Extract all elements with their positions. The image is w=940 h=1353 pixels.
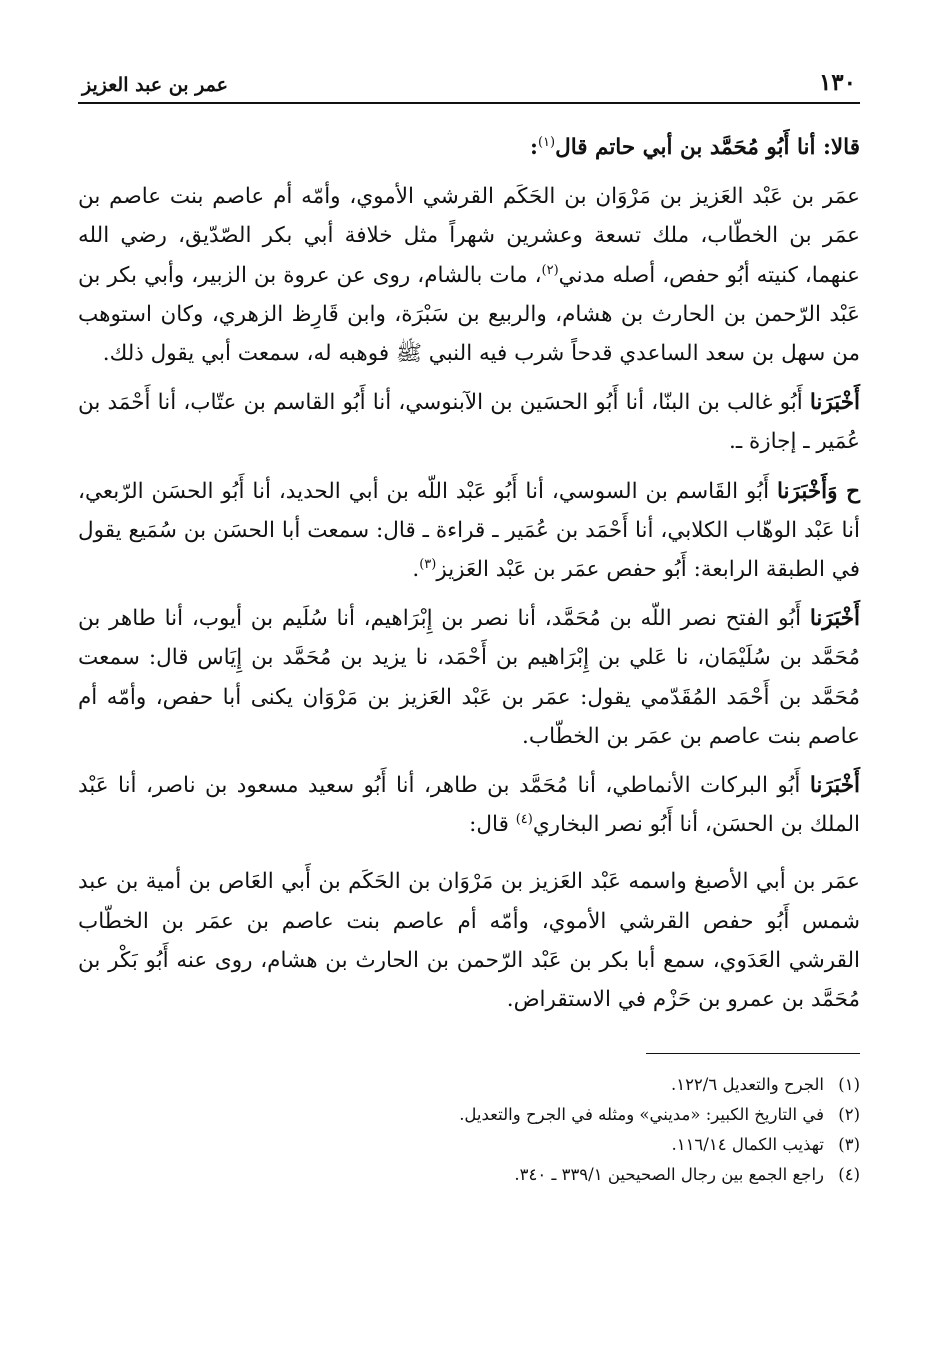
footnote-text: في التاريخ الكبير: «مديني» ومثله في الجرح والتعديل.: [459, 1105, 824, 1125]
footnote-number: (١): [838, 1075, 860, 1095]
footnote-ref: (٢): [541, 262, 559, 278]
keyword-akhbarana: أَخْبَرَنا: [809, 606, 860, 632]
paragraph-text: أَبُو القَاسم بن السوسي، أنا أَبُو عَبْد اللّه بن أبي الحديد، أنا أَبُو الحسَن الرّبعي، أنا عَبْد الوهّاب الكلابي، أنا أَحْمَد بن عُمَير ـ قراءة ـ قال: سمعت أبا الحسَن بن سُمَيع يقول في الطبقة الرابعة: أَبُو حفص عمَر بن عَبْد العَزيز: [78, 478, 860, 583]
footnote-item: [78, 1100, 860, 1130]
footnote-item: [78, 1070, 860, 1100]
paragraph: [78, 472, 860, 590]
paragraph-text: قالا: أنا أَبُو مُحَمَّد بن أبي حاتم قال: [555, 135, 860, 160]
footnote-divider: [646, 1053, 860, 1054]
keyword-akhbarana: أَخْبَرَنا: [809, 390, 860, 416]
paragraph-text: أَبُو البركات الأنماطي، أنا مُحَمَّد بن طاهر، أنا أَبُو سعيد مسعود بن ناصر، أنا عَبْد الملك بن الحسَن، أنا أَبُو نصر البخاري: [78, 773, 860, 838]
paragraph-text: .: [412, 557, 420, 583]
footnote-item: [78, 1130, 860, 1160]
paragraph-text: عمَر بن عَبْد العَزيز بن مَرْوَان بن الحَكَم القرشي الأموي، وأمّه أم عاصم بنت عاصم بن عمَر بن الخطّاب، ملك تسعة وعشرين شهراً مثل خلافة أبي بكر الصّدّيق، رضي الله عنهما، كنيته أبُو حفص، أصله مدني: [78, 184, 861, 288]
paragraph-text: أَبُو الفتح نصر اللّه بن مُحَمَّد، أنا نصر بن إِبْرَاهيم، أنا سُلَيم بن أيوب، أنا طاهر بن مُحَمَّد بن سُلَيْمَان، نا عَلي بن إِبْرَاهيم بن أَحْمَد، نا يزيد بن مُحَمَّد بن إِيَاس قال: سمعت مُحَمَّد بن أَحْمَد المُقَدّمي يقول: عمَر بن عَبْد العَزيز بن مَرْوَان يكنى أبا حفص، وأمّه أم عاصم بنت عاصم بن عمَر بن الخطّاب.: [78, 606, 860, 749]
page-header: [78, 56, 860, 104]
running-title: عمر بن عبد العزيز: [82, 74, 228, 96]
footnote-text: راجع الجمع بين رجال الصحيحين ٣٣٩/١ ـ ٣٤٠.: [514, 1165, 824, 1185]
footnote-item: [78, 1160, 860, 1190]
paragraph-text: :: [530, 135, 538, 160]
paragraph: [78, 383, 860, 461]
paragraph: [78, 862, 860, 1019]
footnote-number: (٤): [838, 1165, 860, 1185]
footnote-text: الجرح والتعديل ١٢٢/٦.: [670, 1075, 824, 1095]
footnotes: [78, 1070, 860, 1190]
paragraph: [78, 177, 860, 373]
keyword-akhbarana: ح وَأَخْبَرَنا: [777, 478, 860, 504]
paragraph-text: عمَر بن أبي الأصبغ واسمه عَبْد العَزيز بن مَرْوَان بن الحَكَم بن أَبي العَاص بن أمية بن عبد شمس أَبُو حفص القرشي الأموي، وأمّه أم عاصم بنت عاصم بن عمَر بن الخطّاب القرشي العَدَوي، سمع أبا بكر بن عَبْد الرّحمن بن الحارث بن هشام، روى عنه أَبُو بَكْر بن مُحَمَّد بن عمرو بن حَزْم في الاستقراض.: [78, 869, 860, 1013]
main-text: [78, 128, 860, 1019]
paragraph-text: قال:: [469, 812, 516, 838]
footnote-ref: (٤): [515, 812, 533, 828]
paragraph: [78, 128, 860, 167]
paragraph: [78, 766, 860, 844]
paragraph-text: أَبُو غالب بن البنّا، أنا أَبُو الحسَين بن الآبنوسي، أنا أَبُو القاسم بن عتّاب، أنا أَحْمَد بن عُمَير ـ إجازة ـ.: [78, 390, 860, 455]
keyword-akhbarana: أَخْبَرَنا: [809, 773, 860, 799]
footnote-text: تهذيب الكمال ١١٦/١٤.: [671, 1135, 824, 1155]
footnote-number: (٢): [838, 1105, 860, 1125]
footnote-ref: (٣): [419, 556, 437, 572]
paragraph-text: ، مات بالشام، روى عن عروة بن الزبير، وأبي بكر بن عَبْد الرّحمن بن الحارث بن هشام، والربيع بن سَبْرَة، وابن قَارِظ الزهري، وكان استوهب من سهل بن سعد الساعدي قدحاً شرب فيه النبي ﷺ فوهبه له، سمعت أبي يقول ذلك.: [78, 262, 860, 367]
paragraph: [78, 599, 860, 756]
footnote-number: (٣): [838, 1135, 860, 1155]
footnote-ref: (١): [537, 134, 556, 150]
page-number: ١٣٠: [818, 69, 856, 96]
